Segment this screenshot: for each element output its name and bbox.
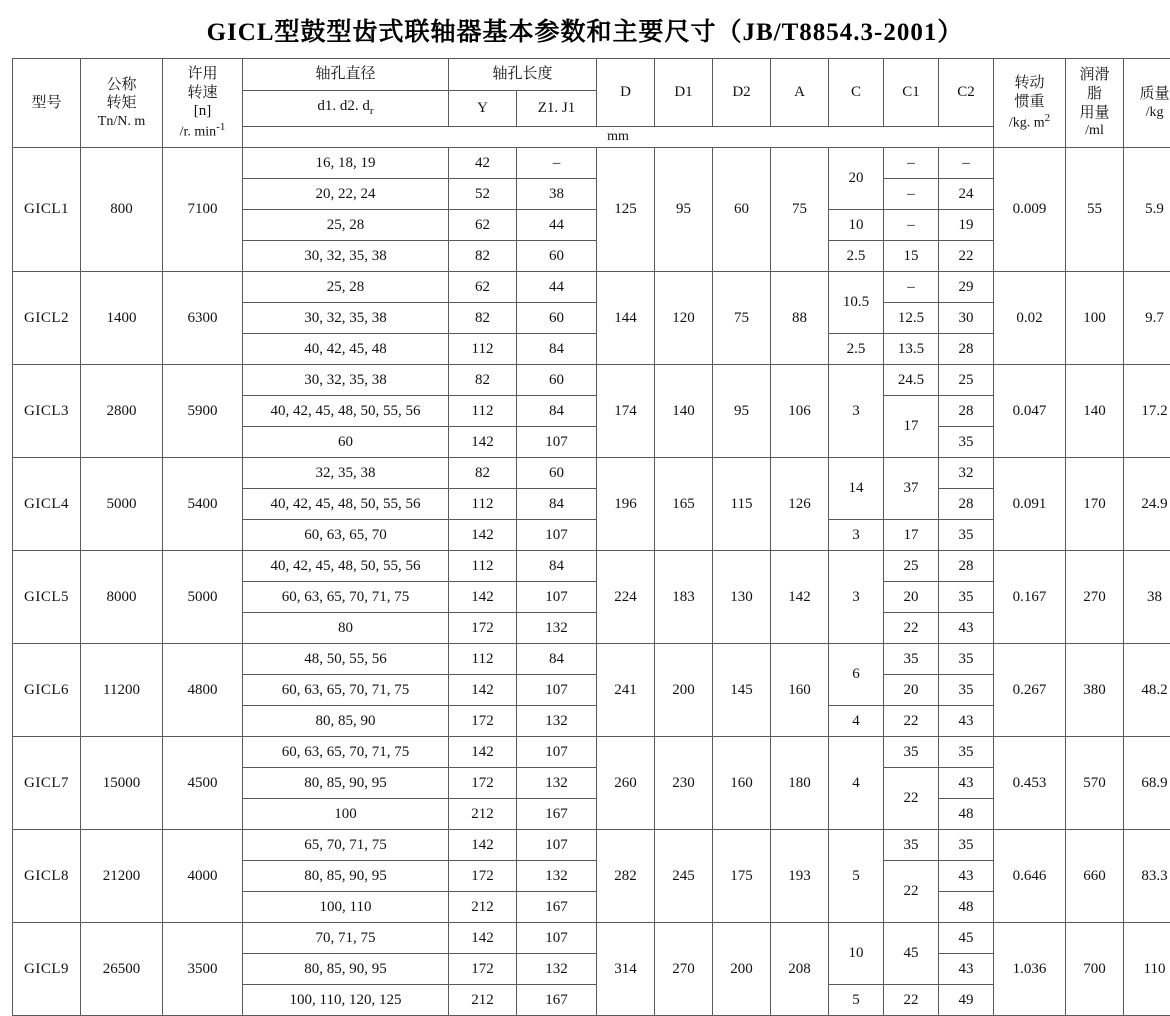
cell-inertia: 0.047 — [994, 365, 1066, 458]
header-speed-unit: /r. $\min^{-1}$ — [163, 121, 242, 141]
cell-bore-length-zj: 167 — [517, 892, 597, 923]
cell-bore-length-y: 112 — [449, 551, 517, 582]
cell-C1: 20 — [884, 675, 939, 706]
cell-model: GICL7 — [13, 737, 81, 830]
cell-inertia: 0.646 — [994, 830, 1066, 923]
cell-inertia: 0.091 — [994, 458, 1066, 551]
cell-bore-length-y: 212 — [449, 799, 517, 830]
cell-bore-length-zj: 132 — [517, 768, 597, 799]
cell-C2: 22 — [939, 241, 994, 272]
cell-bore-diameter: 100, 110, 120, 125 — [243, 985, 449, 1016]
cell-D2: 160 — [713, 737, 771, 830]
cell-inertia: 0.267 — [994, 644, 1066, 737]
cell-bore-length-zj: 84 — [517, 489, 597, 520]
cell-mass: 68.9 — [1124, 737, 1170, 830]
cell-bore-diameter: 60 — [243, 427, 449, 458]
cell-D2: 95 — [713, 365, 771, 458]
cell-D1: 200 — [655, 644, 713, 737]
cell-mass: 48.2 — [1124, 644, 1170, 737]
table-row — [13, 644, 1170, 675]
cell-inertia: 0.02 — [994, 272, 1066, 365]
cell-C2: 25 — [939, 365, 994, 396]
cell-bore-length-zj: 44 — [517, 272, 597, 303]
cell-C1: – — [884, 272, 939, 303]
cell-C: 14 — [829, 458, 884, 520]
cell-torque: 1400 — [81, 272, 163, 365]
cell-C: 3 — [829, 551, 884, 644]
cell-torque: 800 — [81, 148, 163, 272]
cell-D: 125 — [597, 148, 655, 272]
cell-bore-length-y: 112 — [449, 489, 517, 520]
cell-C2: 35 — [939, 520, 994, 551]
cell-C: 4 — [829, 737, 884, 830]
cell-inertia: 0.009 — [994, 148, 1066, 272]
header-bore-length-ZJ: Z1. J1 — [517, 90, 597, 126]
cell-bore-length-y: 172 — [449, 613, 517, 644]
cell-bore-length-y: 212 — [449, 892, 517, 923]
cell-bore-length-y: 142 — [449, 737, 517, 768]
cell-bore-diameter: 80, 85, 90, 95 — [243, 861, 449, 892]
cell-bore-length-y: 172 — [449, 768, 517, 799]
cell-C1: 37 — [884, 458, 939, 520]
header-model: 型号 — [13, 59, 81, 148]
cell-C: 5 — [829, 985, 884, 1016]
cell-C2: 45 — [939, 923, 994, 954]
table-body — [13, 148, 1170, 1016]
cell-model: GICL9 — [13, 923, 81, 1016]
cell-D: 224 — [597, 551, 655, 644]
cell-model: GICL5 — [13, 551, 81, 644]
header-bore-length-Y: Y — [449, 90, 517, 126]
cell-C2: 28 — [939, 396, 994, 427]
cell-inertia: 1.036 — [994, 923, 1066, 1016]
header-bore-diameter: 轴孔直径 — [243, 59, 449, 91]
cell-A: 180 — [771, 737, 829, 830]
header-bore-length: 轴孔长度 — [449, 59, 597, 91]
cell-bore-length-y: 172 — [449, 954, 517, 985]
cell-speed: 7100 — [163, 148, 243, 272]
header-torque-line2: 转矩 — [81, 94, 162, 113]
cell-C1: 17 — [884, 520, 939, 551]
cell-bore-length-y: 62 — [449, 210, 517, 241]
header-C1: C1 — [884, 59, 939, 127]
cell-D2: 145 — [713, 644, 771, 737]
cell-bore-length-zj: 107 — [517, 582, 597, 613]
header-C2: C2 — [939, 59, 994, 127]
cell-inertia: 0.167 — [994, 551, 1066, 644]
cell-D1: 230 — [655, 737, 713, 830]
cell-model: GICL3 — [13, 365, 81, 458]
cell-bore-length-zj: 107 — [517, 923, 597, 954]
cell-model: GICL1 — [13, 148, 81, 272]
cell-bore-diameter: 40, 42, 45, 48, 50, 55, 56 — [243, 551, 449, 582]
cell-A: 88 — [771, 272, 829, 365]
cell-C2: 32 — [939, 458, 994, 489]
cell-bore-length-y: 82 — [449, 458, 517, 489]
cell-bore-length-y: 142 — [449, 830, 517, 861]
cell-mass: 24.9 — [1124, 458, 1170, 551]
cell-D2: 175 — [713, 830, 771, 923]
cell-mass: 110 — [1124, 923, 1170, 1016]
cell-bore-length-y: 142 — [449, 675, 517, 706]
cell-bore-length-zj: 132 — [517, 954, 597, 985]
cell-C: 10.5 — [829, 272, 884, 334]
cell-D1: 165 — [655, 458, 713, 551]
cell-D2: 75 — [713, 272, 771, 365]
header-torque-line1: 公称 — [81, 76, 162, 95]
header-A: A — [771, 59, 829, 127]
cell-bore-diameter: 70, 71, 75 — [243, 923, 449, 954]
cell-torque: 15000 — [81, 737, 163, 830]
table-row — [13, 365, 1170, 396]
cell-bore-diameter: 80 — [243, 613, 449, 644]
cell-D: 260 — [597, 737, 655, 830]
cell-mass: 9.7 — [1124, 272, 1170, 365]
cell-D1: 140 — [655, 365, 713, 458]
cell-torque: 8000 — [81, 551, 163, 644]
header-speed-line1: 许用 — [163, 65, 242, 84]
cell-speed: 5000 — [163, 551, 243, 644]
cell-bore-length-zj: 167 — [517, 985, 597, 1016]
cell-D2: 200 — [713, 923, 771, 1016]
cell-D: 282 — [597, 830, 655, 923]
header-grease: 润滑 脂 用量 /ml — [1066, 59, 1124, 148]
cell-bore-length-zj: 132 — [517, 861, 597, 892]
cell-C: 10 — [829, 210, 884, 241]
cell-bore-diameter: 60, 63, 65, 70, 71, 75 — [243, 582, 449, 613]
page-title: GICL型鼓型齿式联轴器基本参数和主要尺寸（JB/T8854.3-2001） — [0, 0, 1170, 58]
cell-C1: – — [884, 210, 939, 241]
cell-A: 193 — [771, 830, 829, 923]
cell-grease: 380 — [1066, 644, 1124, 737]
cell-grease: 55 — [1066, 148, 1124, 272]
cell-bore-length-zj: 38 — [517, 179, 597, 210]
cell-bore-diameter: 100 — [243, 799, 449, 830]
cell-C2: 43 — [939, 706, 994, 737]
cell-bore-length-y: 142 — [449, 427, 517, 458]
cell-C1: 35 — [884, 644, 939, 675]
cell-D: 144 — [597, 272, 655, 365]
table-row — [13, 923, 1170, 954]
cell-model: GICL8 — [13, 830, 81, 923]
cell-C1: – — [884, 179, 939, 210]
cell-C1: 35 — [884, 737, 939, 768]
cell-C: 2.5 — [829, 241, 884, 272]
cell-C2: 48 — [939, 799, 994, 830]
cell-speed: 4500 — [163, 737, 243, 830]
header-C: C — [829, 59, 884, 127]
cell-C2: 29 — [939, 272, 994, 303]
header-speed — [163, 59, 243, 148]
cell-torque: 21200 — [81, 830, 163, 923]
cell-D: 314 — [597, 923, 655, 1016]
cell-bore-length-y: 172 — [449, 861, 517, 892]
cell-C1: 22 — [884, 613, 939, 644]
header-inertia: 转动 惯重 /kg. $m^2$ — [994, 59, 1066, 148]
cell-bore-length-y: 142 — [449, 923, 517, 954]
cell-C2: 35 — [939, 582, 994, 613]
cell-D1: 95 — [655, 148, 713, 272]
cell-bore-length-y: 82 — [449, 303, 517, 334]
table-row — [13, 551, 1170, 582]
header-bore-diameter-symbols: d1. d2. $d_r$ — [243, 90, 449, 126]
cell-C2: 24 — [939, 179, 994, 210]
cell-C2: 35 — [939, 830, 994, 861]
cell-C1: 22 — [884, 706, 939, 737]
cell-bore-length-zj: 107 — [517, 675, 597, 706]
cell-bore-diameter: 80, 85, 90, 95 — [243, 954, 449, 985]
cell-bore-length-zj: 84 — [517, 551, 597, 582]
cell-grease: 140 — [1066, 365, 1124, 458]
cell-bore-length-zj: 60 — [517, 303, 597, 334]
cell-C1: 45 — [884, 923, 939, 985]
cell-C2: 43 — [939, 613, 994, 644]
cell-bore-length-zj: 60 — [517, 458, 597, 489]
cell-C2: 35 — [939, 427, 994, 458]
cell-C2: 35 — [939, 675, 994, 706]
cell-bore-length-zj: 132 — [517, 613, 597, 644]
cell-bore-length-zj: 167 — [517, 799, 597, 830]
cell-C1: – — [884, 148, 939, 179]
cell-bore-length-zj: 60 — [517, 365, 597, 396]
cell-torque: 26500 — [81, 923, 163, 1016]
cell-bore-diameter: 60, 63, 65, 70, 71, 75 — [243, 737, 449, 768]
cell-C2: 19 — [939, 210, 994, 241]
cell-bore-length-y: 142 — [449, 520, 517, 551]
cell-inertia: 0.453 — [994, 737, 1066, 830]
cell-bore-diameter: 80, 85, 90 — [243, 706, 449, 737]
cell-bore-diameter: 30, 32, 35, 38 — [243, 365, 449, 396]
cell-D2: 115 — [713, 458, 771, 551]
table-header — [13, 59, 1170, 148]
cell-D1: 120 — [655, 272, 713, 365]
cell-bore-length-zj: 132 — [517, 706, 597, 737]
cell-C1: 25 — [884, 551, 939, 582]
cell-C2: 30 — [939, 303, 994, 334]
cell-bore-diameter: 25, 28 — [243, 210, 449, 241]
specification-table — [12, 58, 1170, 1016]
header-torque — [81, 59, 163, 148]
cell-torque: 11200 — [81, 644, 163, 737]
cell-bore-length-y: 62 — [449, 272, 517, 303]
cell-grease: 660 — [1066, 830, 1124, 923]
cell-C2: 49 — [939, 985, 994, 1016]
table-row — [13, 148, 1170, 179]
header-speed-line3: [n] — [163, 102, 242, 121]
cell-C2: 28 — [939, 489, 994, 520]
cell-C: 6 — [829, 644, 884, 706]
cell-C1: 24.5 — [884, 365, 939, 396]
header-speed-line2: 转速 — [163, 84, 242, 103]
cell-bore-length-zj: – — [517, 148, 597, 179]
cell-C1: 35 — [884, 830, 939, 861]
cell-C2: 48 — [939, 892, 994, 923]
cell-D1: 245 — [655, 830, 713, 923]
cell-C2: 35 — [939, 737, 994, 768]
cell-A: 75 — [771, 148, 829, 272]
cell-bore-length-zj: 60 — [517, 241, 597, 272]
table-row — [13, 737, 1170, 768]
cell-C1: 12.5 — [884, 303, 939, 334]
cell-bore-length-zj: 107 — [517, 520, 597, 551]
header-unit-mm: mm — [243, 127, 994, 148]
cell-C: 10 — [829, 923, 884, 985]
cell-bore-diameter: 60, 63, 65, 70 — [243, 520, 449, 551]
cell-bore-diameter: 40, 42, 45, 48, 50, 55, 56 — [243, 396, 449, 427]
cell-speed: 5400 — [163, 458, 243, 551]
cell-bore-diameter: 48, 50, 55, 56 — [243, 644, 449, 675]
cell-D2: 60 — [713, 148, 771, 272]
header-torque-unit: Tn/N. m — [81, 113, 162, 131]
cell-C: 4 — [829, 706, 884, 737]
cell-bore-length-y: 112 — [449, 334, 517, 365]
header-D1: D1 — [655, 59, 713, 127]
cell-model: GICL2 — [13, 272, 81, 365]
header-D: D — [597, 59, 655, 127]
cell-mass: 38 — [1124, 551, 1170, 644]
cell-grease: 270 — [1066, 551, 1124, 644]
cell-bore-length-y: 52 — [449, 179, 517, 210]
cell-C1: 13.5 — [884, 334, 939, 365]
cell-grease: 700 — [1066, 923, 1124, 1016]
cell-speed: 4000 — [163, 830, 243, 923]
cell-mass: 83.3 — [1124, 830, 1170, 923]
cell-bore-diameter: 60, 63, 65, 70, 71, 75 — [243, 675, 449, 706]
cell-C2: 43 — [939, 954, 994, 985]
cell-C: 20 — [829, 148, 884, 210]
cell-bore-length-y: 112 — [449, 644, 517, 675]
cell-bore-diameter: 20, 22, 24 — [243, 179, 449, 210]
cell-C2: 43 — [939, 861, 994, 892]
table-row — [13, 830, 1170, 861]
cell-bore-length-zj: 84 — [517, 644, 597, 675]
header-mass: 质量 /kg — [1124, 59, 1170, 148]
cell-model: GICL4 — [13, 458, 81, 551]
cell-D: 241 — [597, 644, 655, 737]
cell-bore-length-y: 212 — [449, 985, 517, 1016]
cell-bore-length-y: 82 — [449, 241, 517, 272]
cell-bore-length-zj: 84 — [517, 334, 597, 365]
cell-D1: 270 — [655, 923, 713, 1016]
cell-C1: 20 — [884, 582, 939, 613]
table-row — [13, 272, 1170, 303]
cell-grease: 570 — [1066, 737, 1124, 830]
cell-bore-diameter: 16, 18, 19 — [243, 148, 449, 179]
cell-C1: 22 — [884, 861, 939, 923]
cell-C2: 35 — [939, 644, 994, 675]
cell-bore-diameter: 80, 85, 90, 95 — [243, 768, 449, 799]
cell-D1: 183 — [655, 551, 713, 644]
cell-C1: 22 — [884, 985, 939, 1016]
cell-D2: 130 — [713, 551, 771, 644]
cell-torque: 2800 — [81, 365, 163, 458]
cell-bore-diameter: 30, 32, 35, 38 — [243, 303, 449, 334]
cell-C1: 22 — [884, 768, 939, 830]
cell-bore-diameter: 30, 32, 35, 38 — [243, 241, 449, 272]
cell-C: 5 — [829, 830, 884, 923]
cell-bore-length-zj: 107 — [517, 737, 597, 768]
cell-bore-diameter: 32, 35, 38 — [243, 458, 449, 489]
cell-A: 142 — [771, 551, 829, 644]
cell-A: 106 — [771, 365, 829, 458]
cell-bore-length-zj: 44 — [517, 210, 597, 241]
cell-torque: 5000 — [81, 458, 163, 551]
cell-bore-diameter: 40, 42, 45, 48, 50, 55, 56 — [243, 489, 449, 520]
cell-bore-length-zj: 107 — [517, 427, 597, 458]
cell-grease: 170 — [1066, 458, 1124, 551]
cell-bore-length-zj: 84 — [517, 396, 597, 427]
cell-bore-length-y: 142 — [449, 582, 517, 613]
cell-C: 3 — [829, 365, 884, 458]
cell-C1: 15 — [884, 241, 939, 272]
cell-bore-length-zj: 107 — [517, 830, 597, 861]
cell-C2: 28 — [939, 551, 994, 582]
cell-A: 208 — [771, 923, 829, 1016]
cell-mass: 5.9 — [1124, 148, 1170, 272]
cell-D: 174 — [597, 365, 655, 458]
cell-C: 2.5 — [829, 334, 884, 365]
cell-bore-length-y: 172 — [449, 706, 517, 737]
header-D2: D2 — [713, 59, 771, 127]
cell-C2: 43 — [939, 768, 994, 799]
cell-speed: 5900 — [163, 365, 243, 458]
cell-bore-diameter: 65, 70, 71, 75 — [243, 830, 449, 861]
cell-bore-length-y: 42 — [449, 148, 517, 179]
cell-C1: 17 — [884, 396, 939, 458]
cell-bore-length-y: 112 — [449, 396, 517, 427]
cell-C: 3 — [829, 520, 884, 551]
cell-speed: 6300 — [163, 272, 243, 365]
cell-bore-diameter: 100, 110 — [243, 892, 449, 923]
cell-model: GICL6 — [13, 644, 81, 737]
cell-A: 160 — [771, 644, 829, 737]
cell-speed: 4800 — [163, 644, 243, 737]
cell-mass: 17.2 — [1124, 365, 1170, 458]
cell-bore-diameter: 25, 28 — [243, 272, 449, 303]
cell-bore-diameter: 40, 42, 45, 48 — [243, 334, 449, 365]
cell-A: 126 — [771, 458, 829, 551]
cell-grease: 100 — [1066, 272, 1124, 365]
cell-D: 196 — [597, 458, 655, 551]
table-row — [13, 458, 1170, 489]
cell-C2: – — [939, 148, 994, 179]
cell-speed: 3500 — [163, 923, 243, 1016]
cell-bore-length-y: 82 — [449, 365, 517, 396]
cell-C2: 28 — [939, 334, 994, 365]
